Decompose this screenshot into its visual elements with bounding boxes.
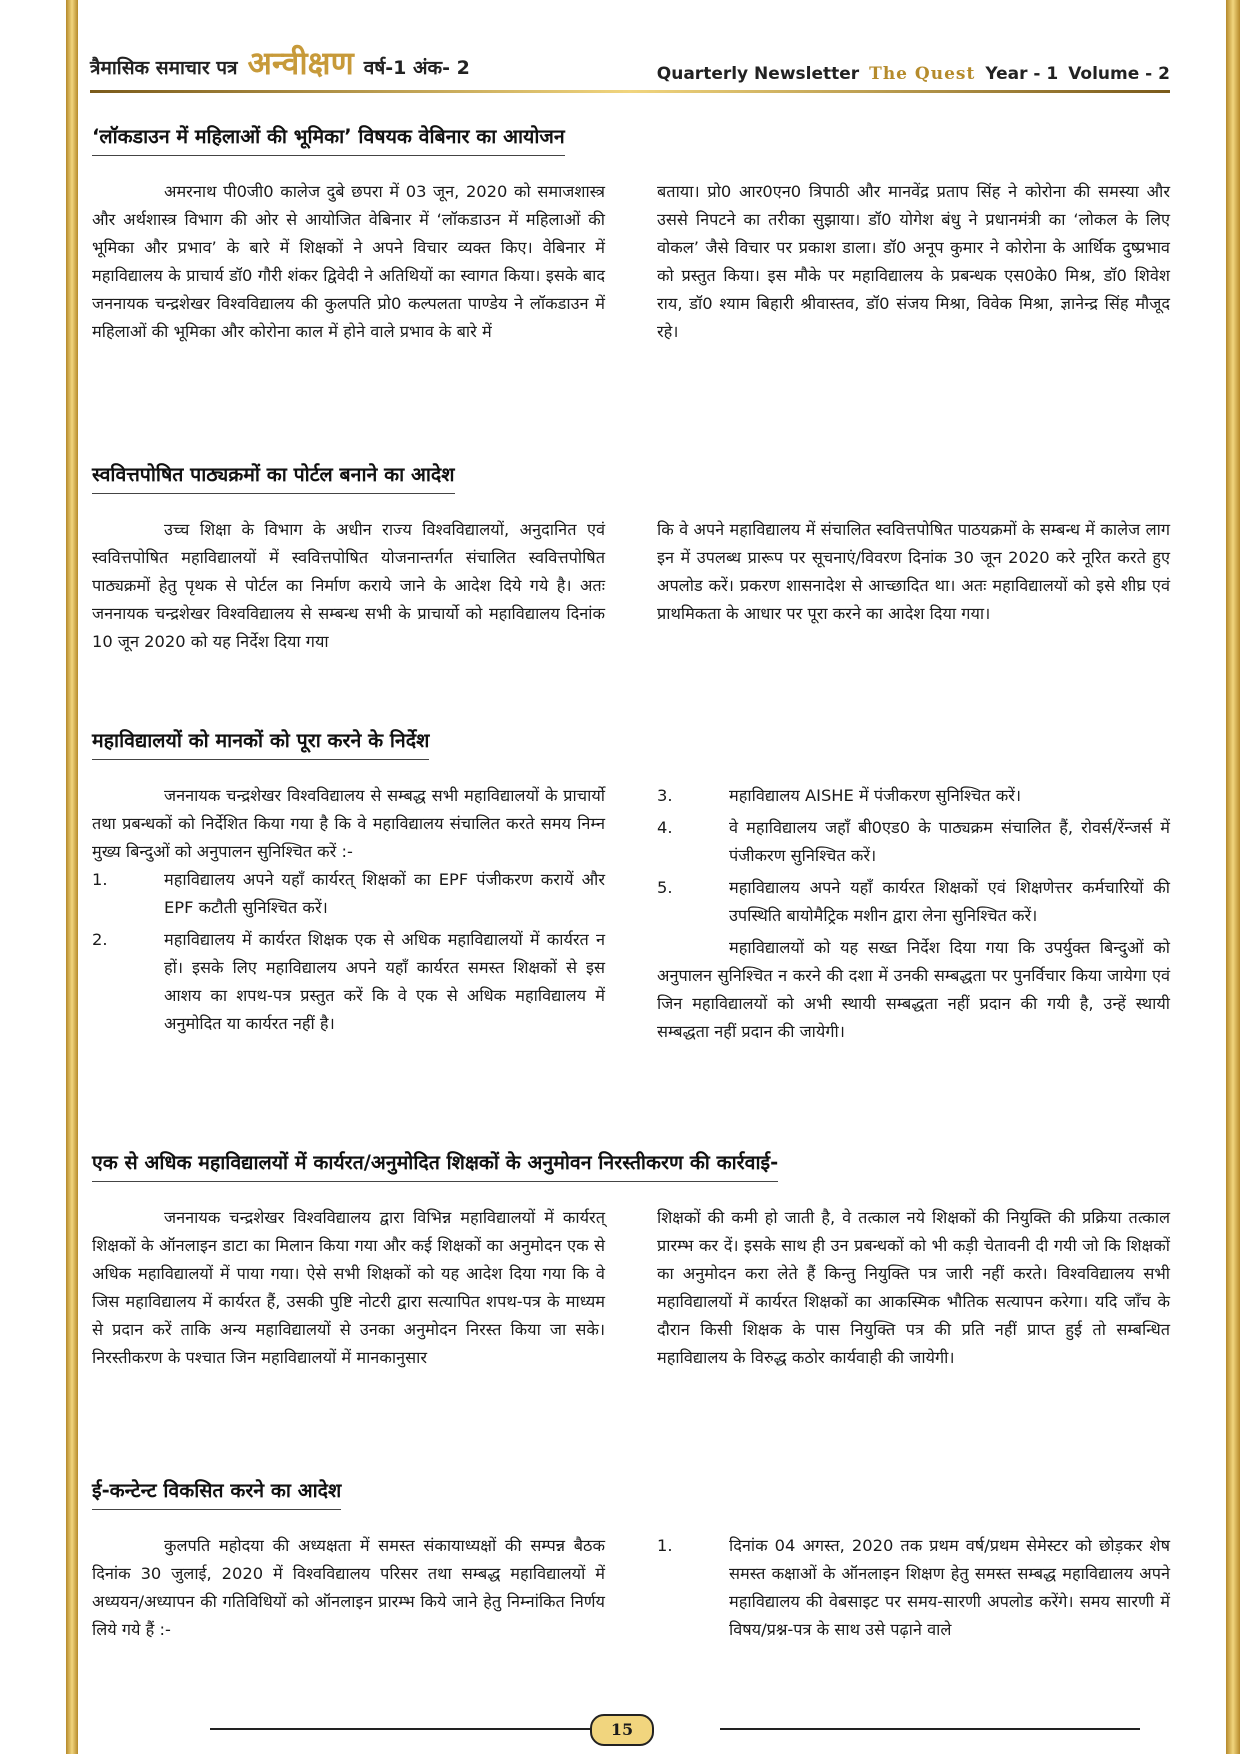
header-issue: वर्ष-1 अंक- 2 — [363, 57, 470, 79]
item-text: महाविद्यालय में कार्यरत शिक्षक एक से अधिक महाविद्यालयों में कार्यरत न हों। इसके लिए महाविद्यालय अपने यहाँ कार्यरत समस्त शिक्षकों से इस आशय का शपथ-पत्र प्रस्तुत करें कि वे एक से अधिक महाविद्यालय में अनुमोदित या कार्यरत नहीं है। — [164, 930, 605, 1033]
column-left — [92, 1204, 605, 1372]
header-right-prefix: Quarterly Newsletter — [656, 64, 860, 84]
left-gold-border — [66, 0, 78, 1754]
paragraph: शिक्षकों की कमी हो जाती है, वे तत्काल नये शिक्षकों की नियुक्ति की प्रक्रिया तत्काल प्रारम्भ कर दें। इसके साथ ही उन प्रबन्धकों को भी कड़ी चेतावनी दी गयी जो कि शिक्षकों का अनुमोदन करा लेते हैं किन्तु नियुक्ति पत्र जारी नहीं करते। विश्वविद्यालय सभी महाविद्यालयों में कार्यरत शिक्षकों का आकस्मिक भौतिक सत्यापन करेगा। यदि जाँच के दौरान किसी शिक्षक के पास नियुक्ति पत्र की प्रति नहीं प्राप्त हुई तो सम्बन्धित महाविद्यालय के विरुद्ध कठोर कार्यवाही की जायेगी। — [657, 1208, 1170, 1367]
article-title: महाविद्यालयों को मानकों को पूरा करने के निर्देश — [92, 726, 429, 760]
article-deregistration — [92, 1148, 1170, 1372]
article-title: ‘लॉकडाउन में महिलाओं की भूमिका’ विषयक वेबिनार का आयोजन — [92, 122, 565, 156]
list-item — [657, 814, 1170, 870]
item-number: 5. — [657, 878, 673, 897]
paragraph: महाविद्यालयों को यह सख्त निर्देश दिया गया कि उपर्युक्त बिन्दुओं को अनुपालन सुनिश्चित न करने की दशा में उनकी सम्बद्धता पर पुनर्विचार किया जायेगा एवं जिन महाविद्यालयों को अभी स्थायी सम्बद्धता नहीं प्रदान की गयी है, उन्हें स्थायी सम्बद्धता नहीं प्रदान की जायेगी। — [657, 938, 1170, 1041]
paragraph: बताया। प्रो0 आर0एन0 त्रिपाठी और मानवेंद्र प्रताप सिंह ने कोरोना की समस्या और उससे निपटने का तरीका सुझाया। डॉ0 योगेश बंधु ने प्रधानमंत्री का ‘लोकल के लिए वोकल’ जैसे विचार पर प्रकाश डाला। डॉ0 अनूप कुमार ने कोरोना के आर्थिक दुष्प्रभाव को प्रस्तुत किया। इस मौके पर महाविद्यालय के प्रबन्धक एस0के0 मिश्र, डॉ0 शिवेश राय, डॉ0 श्याम बिहारी श्रीवास्तव, डॉ0 संजय मिश्रा, विवेक मिश्रा, ज्ञानेन्द्र सिंह मौजूद रहे। — [657, 182, 1170, 341]
footer-rule-right — [720, 1728, 1140, 1730]
column-right — [657, 516, 1170, 656]
list-item — [92, 926, 605, 1038]
header-left-prefix: त्रैमासिक समाचार पत्र — [90, 57, 238, 79]
list-item — [657, 1532, 1170, 1644]
header-volume: Volume - 2 — [1068, 64, 1170, 84]
column-right — [657, 178, 1170, 346]
column-left — [92, 178, 605, 346]
item-text: महाविद्यालय अपने यहाँ कार्यरत् शिक्षकों का EPF पंजीकरण करायें और EPF कटौती सुनिश्चित करें। — [164, 870, 605, 917]
item-number: 1. — [657, 1536, 673, 1555]
item-text: दिनांक 04 अगस्त, 2020 तक प्रथम वर्ष/प्रथम सेमेस्टर को छोड़कर शेष समस्त कक्षाओं के ऑनलाइन शिक्षण हेतु समस्त सम्बद्ध महाविद्यालय अपने महाविद्यालय की वेबसाइट पर समय-सारणी अपलोड करेंगे। समय सारणी में विषय/प्रश्न-पत्र के साथ उसे पढ़ाने वाले — [729, 1536, 1170, 1639]
page-number: 15 — [590, 1714, 654, 1746]
list-item — [92, 866, 605, 922]
paragraph: कि वे अपने महाविद्यालय में संचालित स्ववित्तपोषित पाठयक्रमों के सम्बन्ध में कालेज लाग इन में उपलब्ध प्रारूप पर सूचनाएं/विवरण दिनांक 30 जून 2020 करे नूरित करते हुए अपलोड करें। प्रकरण शासनादेश से आच्छादित था। अतः महाविद्यालयों को इसे शीघ्र एवं प्राथमिकता के आधार पर पूरा करने का आदेश दिया गया। — [657, 520, 1170, 623]
article-webinar — [92, 122, 1170, 346]
paragraph: जननायक चन्द्रशेखर विश्वविद्यालय से सम्बद्ध सभी महाविद्यालयों के प्राचार्यो तथा प्रबन्धकों को निर्देशित किया गया है कि वे महाविद्यालय संचालित करते समय निम्न मुख्य बिन्दुओं को अनुपालन सुनिश्चित करें :- — [92, 786, 605, 861]
list-item — [657, 874, 1170, 930]
paragraph: जननायक चन्द्रशेखर विश्वविद्यालय द्वारा विभिन्न महाविद्यालयों में कार्यरत् शिक्षकों के ऑनलाइन डाटा का मिलान किया गया और कई शिक्षकों का अनुमोदन एक से अधिक महाविद्यालयों में पाया गया। ऐसे सभी शिक्षकों को यह आदेश दिया गया कि वे जिस महाविद्यालय में कार्यरत हैं, उसकी पुष्टि नोटरी द्वारा सत्यापित शपथ-पत्र के माध्यम से प्रदान करें ताकि अन्य महाविद्यालयों से उनका अनुमोदन निरस्त किया जा सके। निरस्तीकरण के पश्चात जिन महाविद्यालयों में मानकानुसार — [92, 1208, 605, 1367]
header-year: Year - 1 — [985, 64, 1059, 84]
item-text: वे महाविद्यालय जहाँ बी0एड0 के पाठ्यक्रम संचालित हैं, रोवर्स/रेंन्जर्स में पंजीकरण सुनिश्चित करें। — [729, 818, 1170, 865]
column-left — [92, 516, 605, 656]
page-footer — [90, 1714, 1170, 1744]
list-item — [657, 782, 1170, 810]
column-left — [92, 1532, 605, 1648]
item-number: 4. — [657, 818, 673, 837]
item-text: महाविद्यालय अपने यहाँ कार्यरत शिक्षकों एवं शिक्षणेत्तर कर्मचारियों की उपस्थिति बायोमैट्रिक मशीन द्वारा लेना सुनिश्चित करें। — [729, 878, 1170, 925]
article-portal — [92, 460, 1170, 656]
brand-hindi-logo: अन्वीक्षण — [247, 44, 354, 82]
item-text: महाविद्यालय AISHE में पंजीकरण सुनिश्चित करें। — [729, 786, 1022, 805]
paragraph: उच्च शिक्षा के विभाग के अधीन राज्य विश्वविद्यालयों, अनुदानित एवं स्ववित्तपोषित महाविद्यालयों में स्ववित्तपोषित योजनान्तर्गत संचालित स्ववित्तपोषित पाठ्यक्रमों हेतु पृथक से पोर्टल का निर्माण कराये जाने के आदेश दिये गये है। अतः जननायक चन्द्रशेखर विश्वविद्यालय से सम्बन्ध सभी के प्राचार्यो को महाविद्यालय दिनांक 10 जून 2020 को यह निर्देश दिया गया — [92, 520, 605, 651]
paragraph: अमरनाथ पी0जी0 कालेज दुबे छपरा में 03 जून, 2020 को समाजशास्त्र और अर्थशास्त्र विभाग की ओर से आयोजित वेबिनार में ‘लॉकडाउन में महिलाओं की भूमिका और प्रभाव’ के बारे में शिक्षकों ने अपने विचार व्यक्त किए। वेबिनार में महाविद्यालय के प्राचार्य डॉ0 गौरी शंकर द्विवेदी ने अतिथियों का स्वागत किया। इसके बाद जननायक चन्द्रशेखर विश्वविद्यालय की कुलपति प्रो0 कल्पलता पाण्डेय ने लॉकडाउन में महिलाओं की भूमिका और कोरोना काल में होने वाले प्रभाव के बारे में — [92, 182, 605, 341]
column-right — [657, 782, 1170, 1046]
article-standards — [92, 726, 1170, 1046]
column-right — [657, 1204, 1170, 1372]
item-number: 1. — [92, 870, 108, 889]
paragraph: कुलपति महोदया की अध्यक्षता में समस्त संकायाध्यक्षों की सम्पन्न बैठक दिनांक 30 जुलाई, 2020 में विश्वविद्यालय परिसर तथा सम्बद्ध महाविद्यालयों में अध्ययन/अध्यापन की गतिविधियों को ऑनलाइन प्रारम्भ किये जाने हेतु निम्नांकित निर्णय लिये गये हैं :- — [92, 1536, 605, 1639]
article-title: एक से अधिक महाविद्यालयों में कार्यरत/अनुमोदित शिक्षकों के अनुमोवन निरस्तीकरण की कार्रवाई- — [92, 1148, 778, 1182]
header-left — [90, 41, 470, 84]
header-rule — [90, 90, 1170, 93]
column-right — [657, 1532, 1170, 1648]
item-number: 2. — [92, 930, 108, 949]
column-left — [92, 782, 605, 1046]
page-header — [90, 44, 1170, 84]
footer-rule-left — [210, 1728, 630, 1730]
item-number: 3. — [657, 786, 673, 805]
article-title: स्ववित्तपोषित पाठ्यक्रमों का पोर्टल बनाने का आदेश — [92, 460, 455, 494]
right-gold-border — [1226, 0, 1240, 1754]
brand-english-logo: The Quest — [869, 64, 976, 84]
article-e-content — [92, 1476, 1170, 1648]
header-right — [657, 64, 1170, 84]
article-title: ई-कन्टेन्ट विकसित करने का आदेश — [92, 1476, 341, 1510]
